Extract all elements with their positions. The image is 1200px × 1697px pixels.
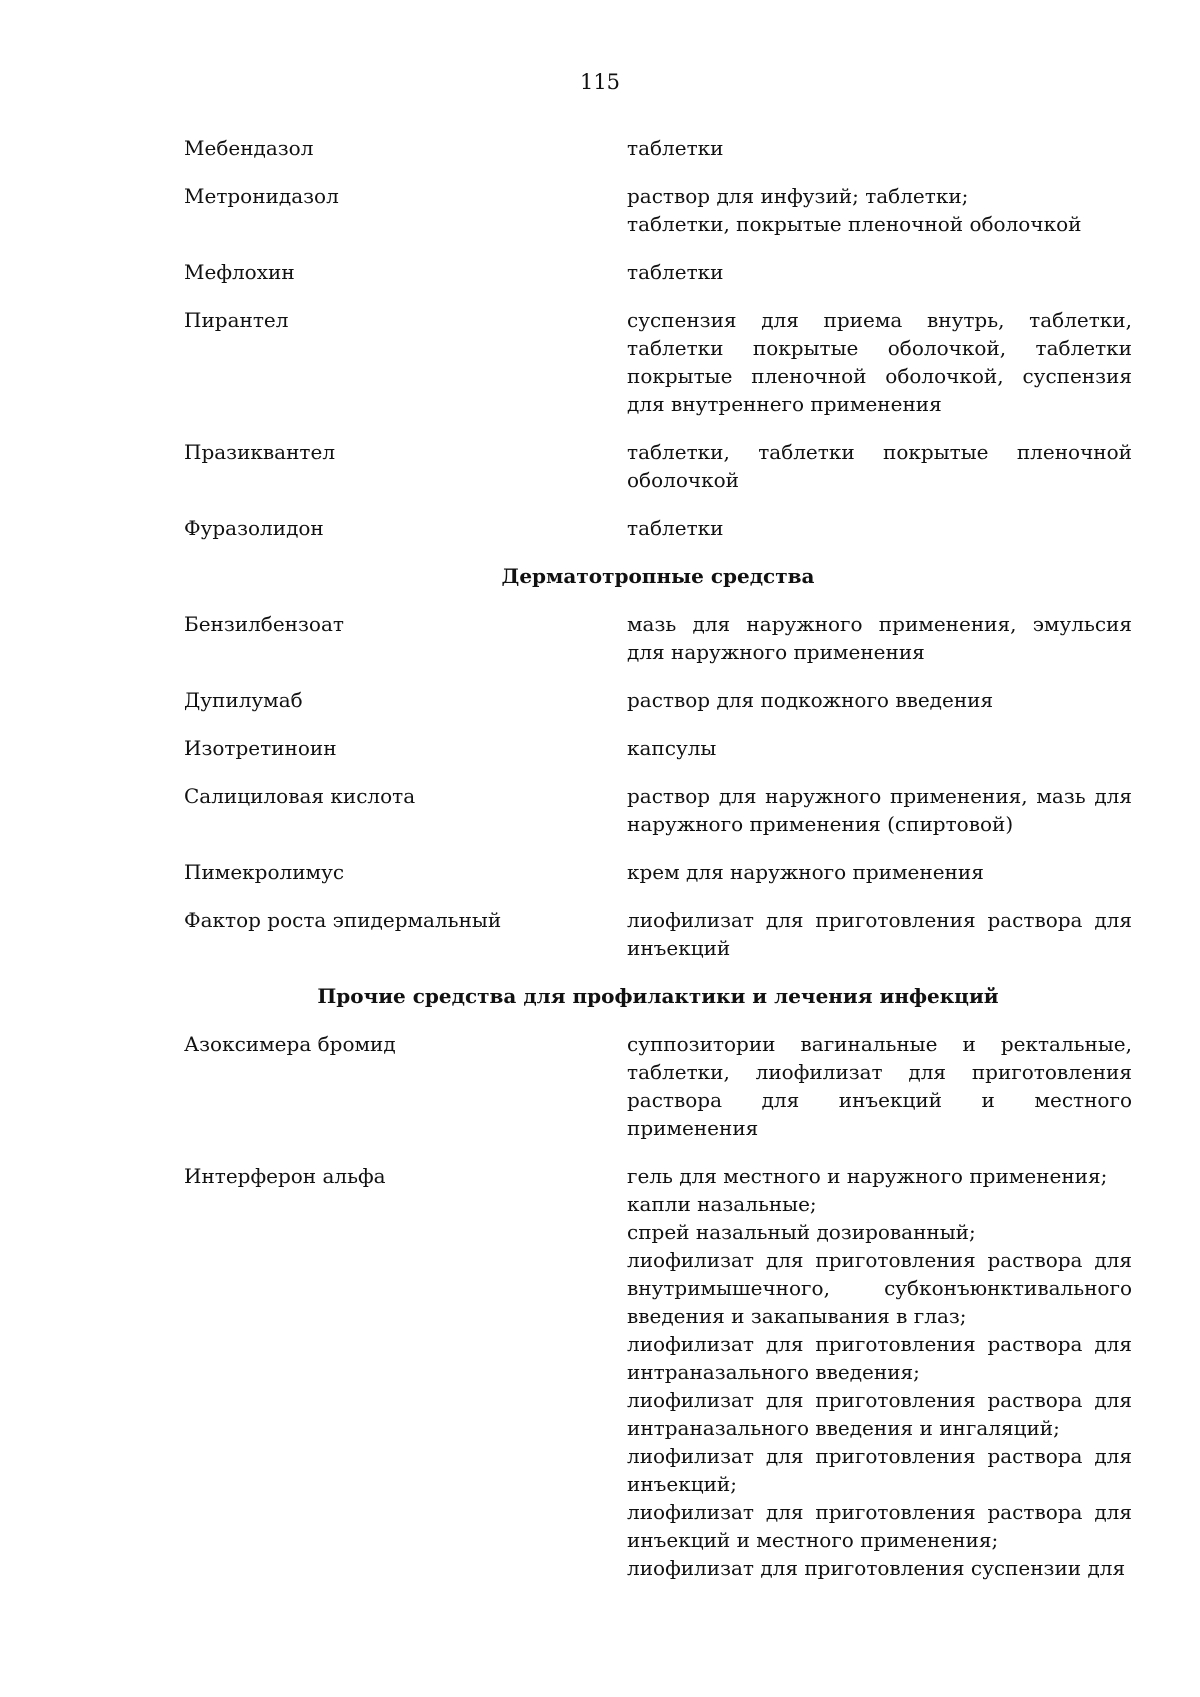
dosage-form-line: лиофилизат для приготовления раствора для инъекций; — [627, 1444, 1132, 1496]
dosage-forms — [627, 258, 1132, 286]
drug-row — [184, 182, 1132, 238]
dosage-forms — [627, 134, 1132, 162]
drug-name: Мефлохин — [184, 260, 295, 284]
dosage-form-line: раствор для подкожного введения — [627, 688, 994, 712]
dosage-form-line: лиофилизат для приготовления суспензии для — [627, 1556, 1126, 1580]
page-number: 115 — [579, 70, 621, 94]
dosage-forms — [627, 514, 1132, 542]
drug-row — [184, 782, 1132, 838]
dosage-form-line: таблетки, покрытые пленочной оболочкой — [627, 212, 1082, 236]
drug-name: Метронидазол — [184, 184, 339, 208]
dosage-form-line: суппозитории вагинальные и ректальные, таблетки, лиофилизат для приготовления раствора для инъекций и местного применения — [627, 1032, 1132, 1140]
drug-row — [184, 134, 1132, 162]
dosage-forms — [627, 438, 1132, 494]
dosage-forms — [627, 686, 1132, 714]
drug-row — [184, 306, 1132, 418]
drug-row — [184, 1030, 1132, 1142]
drug-name: Пимекролимус — [184, 860, 345, 884]
drug-row — [184, 858, 1132, 886]
drug-name: Интерферон альфа — [184, 1164, 386, 1188]
dosage-form-line: лиофилизат для приготовления раствора для инъекций — [627, 908, 1132, 960]
drug-name: Фактор роста эпидермальный — [184, 908, 502, 932]
drug-name: Фуразолидон — [184, 516, 324, 540]
drug-row — [184, 734, 1132, 762]
dosage-form-line: лиофилизат для приготовления раствора для внутримышечного, субконъюнктивального введения и закапывания в глаз; — [627, 1248, 1132, 1328]
drug-row — [184, 258, 1132, 286]
section-heading: Дерматотропные средства — [501, 564, 815, 588]
drug-name: Салициловая кислота — [184, 784, 416, 808]
dosage-form-line: таблетки — [627, 260, 724, 284]
drug-row — [184, 686, 1132, 714]
dosage-form-line: лиофилизат для приготовления раствора для интраназального введения; — [627, 1332, 1132, 1384]
dosage-form-line: крем для наружного применения — [627, 860, 984, 884]
dosage-forms — [627, 782, 1132, 838]
dosage-forms — [627, 182, 1132, 238]
dosage-form-line: лиофилизат для приготовления раствора для инъекций и местного применения; — [627, 1500, 1132, 1552]
dosage-form-line: суспензия для приема внутрь, таблетки, таблетки покрытые оболочкой, таблетки покрытые пленочной оболочкой, суспензия для внутреннего применения — [627, 308, 1132, 416]
dosage-form-line: таблетки — [627, 136, 724, 160]
drug-name: Мебендазол — [184, 136, 314, 160]
drug-name: Азоксимера бромид — [184, 1032, 396, 1056]
dosage-form-line: лиофилизат для приготовления раствора для интраназального введения и ингаляций; — [627, 1388, 1132, 1440]
drug-name: Бензилбензоат — [184, 612, 344, 636]
drug-row — [184, 514, 1132, 542]
dosage-form-line: капли назальные; — [627, 1192, 817, 1216]
drug-name: Празиквантел — [184, 440, 336, 464]
dosage-forms — [627, 906, 1132, 962]
dosage-form-line: гель для местного и наружного применения; — [627, 1164, 1108, 1188]
dosage-form-line: мазь для наружного применения, эмульсия для наружного применения — [627, 612, 1132, 664]
dosage-form-line: таблетки — [627, 516, 724, 540]
section-heading: Прочие средства для профилактики и лечения инфекций — [317, 984, 999, 1008]
drug-row — [184, 1162, 1132, 1582]
drug-list — [184, 134, 1132, 1602]
drug-row — [184, 438, 1132, 494]
dosage-form-line: раствор для инфузий; таблетки; — [627, 184, 969, 208]
dosage-forms — [627, 858, 1132, 886]
dosage-forms — [627, 1030, 1132, 1142]
drug-name: Пирантел — [184, 308, 289, 332]
dosage-form-line: раствор для наружного применения, мазь для наружного применения (спиртовой) — [627, 784, 1132, 836]
dosage-form-line: таблетки, таблетки покрытые пленочной оболочкой — [627, 440, 1132, 492]
dosage-forms — [627, 610, 1132, 666]
drug-name: Дупилумаб — [184, 688, 303, 712]
dosage-form-line: капсулы — [627, 736, 717, 760]
drug-name: Изотретиноин — [184, 736, 337, 760]
dosage-form-line: спрей назальный дозированный; — [627, 1220, 976, 1244]
dosage-forms — [627, 1162, 1132, 1582]
dosage-forms — [627, 306, 1132, 418]
drug-row — [184, 610, 1132, 666]
drug-row — [184, 906, 1132, 962]
dosage-forms — [627, 734, 1132, 762]
